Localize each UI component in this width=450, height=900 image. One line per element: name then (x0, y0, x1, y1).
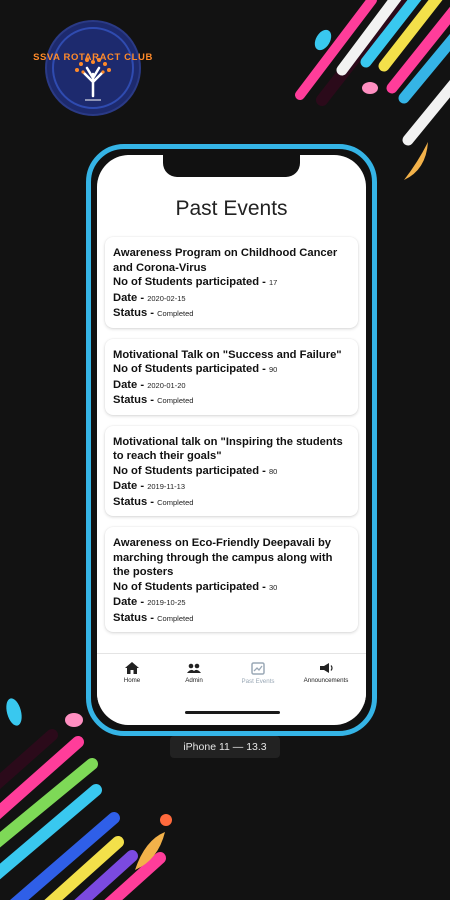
event-status: Completed (157, 497, 194, 507)
tab-past-events[interactable] (225, 662, 291, 685)
date-label: Date - (113, 291, 145, 304)
status-label: Status - (113, 611, 155, 624)
event-status-row (113, 611, 350, 627)
tab-label: Announcements (303, 677, 349, 684)
event-students-row (113, 464, 350, 480)
status-label: Status - (113, 495, 155, 508)
club-logo-text: SSVA ROTARACT CLUB (33, 52, 153, 63)
tab-label: Admin (185, 677, 203, 684)
past-events-icon (251, 662, 265, 675)
event-students-row (113, 580, 350, 596)
students-label: No of Students participated - (113, 276, 266, 288)
page-title: Past Events (175, 197, 288, 220)
event-title: Motivational talk on "Inspiring the students to reach their goals" (113, 435, 343, 462)
event-date: 2019-10-25 (147, 598, 186, 607)
students-count: 90 (269, 365, 278, 374)
event-status: Completed (157, 309, 194, 318)
bottom-tab-bar (97, 653, 366, 704)
date-label: Date - (113, 378, 145, 391)
tab-label: Home (123, 677, 141, 684)
students-label: No of Students participated - (113, 363, 266, 375)
date-label: Date - (113, 596, 145, 608)
event-card[interactable] (105, 527, 358, 632)
home-icon (125, 662, 139, 674)
event-date: 2020-02-15 (147, 293, 186, 303)
tab-label: Past Events (241, 678, 275, 685)
event-status-row (113, 393, 350, 409)
students-label: No of Students participated - (113, 464, 266, 477)
phone-notch (163, 155, 300, 177)
event-list[interactable] (105, 237, 358, 643)
students-count: 80 (269, 466, 278, 476)
event-date: 2019-11-13 (147, 482, 186, 491)
event-date: 2020-01-20 (147, 380, 186, 390)
tab-admin[interactable] (161, 662, 227, 684)
event-status: Completed (157, 396, 194, 405)
device-label: iPhone 11 — 13.3 (170, 736, 280, 758)
event-title: Motivational Talk on "Success and Failure" (113, 348, 342, 361)
event-date-row (113, 378, 350, 394)
tab-home[interactable] (99, 662, 165, 684)
event-status-row (113, 495, 350, 511)
status-label: Status - (113, 394, 155, 406)
club-logo (33, 20, 153, 116)
event-students-row (113, 362, 350, 378)
event-card[interactable] (105, 339, 358, 415)
event-card[interactable] (105, 426, 358, 517)
event-date-row (113, 291, 350, 307)
phone-mockup (86, 144, 377, 736)
event-status-row (113, 306, 350, 322)
admin-icon (187, 662, 201, 674)
students-label: No of Students participated - (113, 580, 266, 593)
event-date-row (113, 595, 350, 611)
event-title: Awareness on Eco-Friendly Deepavali by marching through the campus along with the posters (113, 537, 333, 578)
status-label: Status - (113, 307, 155, 319)
event-title: Awareness Program on Childhood Cancer and Corona-Virus (113, 247, 338, 274)
students-count: 17 (269, 278, 278, 287)
event-students-row (113, 275, 350, 291)
tree-emblem-icon (47, 22, 139, 114)
app-screen (97, 155, 366, 725)
event-date-row (113, 479, 350, 495)
event-status: Completed (157, 613, 194, 623)
home-indicator (185, 711, 280, 714)
event-card[interactable] (105, 237, 358, 328)
students-count: 30 (269, 582, 278, 592)
date-label: Date - (113, 480, 145, 492)
megaphone-icon (319, 662, 333, 674)
tab-announcements[interactable] (293, 662, 359, 684)
